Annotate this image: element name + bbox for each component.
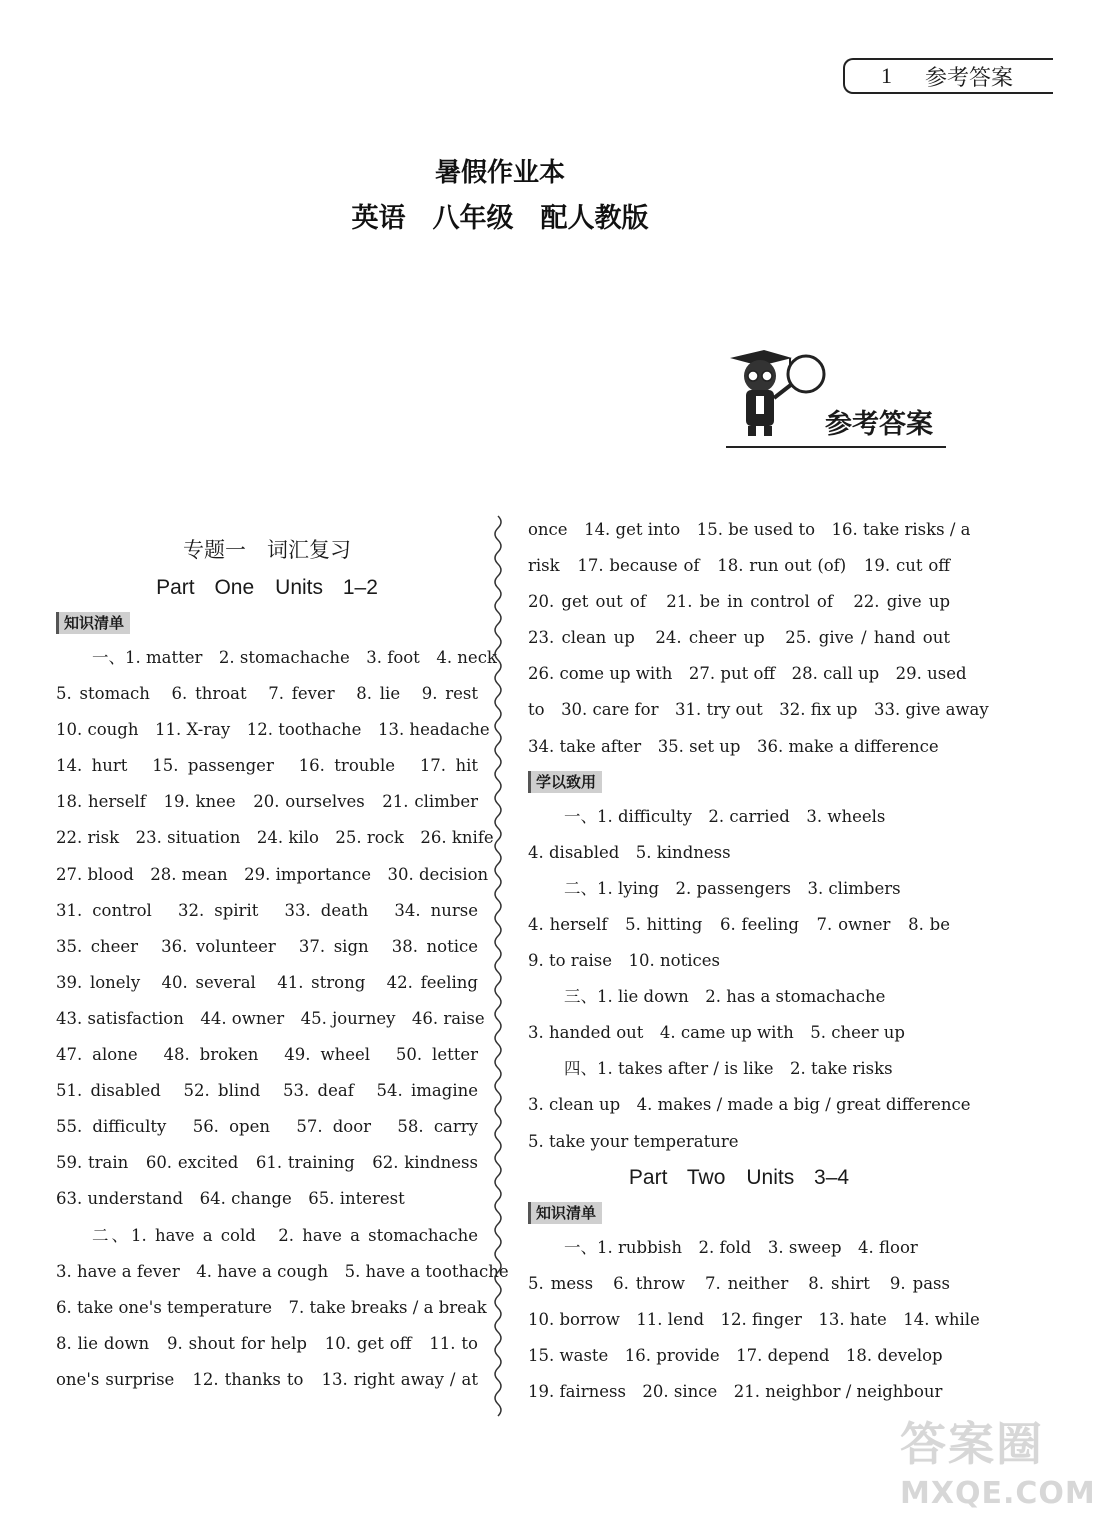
right-column <box>528 512 989 1410</box>
answer-line: 5. stomach 6. throat 7. fever 8. lie 9. rest <box>56 684 478 704</box>
answer-line: 一、1. matter 2. stomachache 3. foot 4. neck <box>92 648 497 667</box>
answer-line: 一、1. rubbish 2. fold 3. sweep 4. floor <box>564 1237 918 1257</box>
book-title: 暑假作业本 <box>434 158 565 188</box>
book-subtitle: 英语 八年级 配人教版 <box>351 203 649 234</box>
answer-line: 59. train 60. excited 61. training 62. kindness <box>56 1153 478 1173</box>
answer-line: 27. blood 28. mean 29. importance 30. decision <box>56 864 489 884</box>
answer-line: 22. risk 23. situation 24. kilo 25. rock 26. knife <box>56 828 494 848</box>
site-watermark <box>900 1414 1096 1530</box>
answer-line: 31. control 32. spirit 33. death 34. nurse <box>56 900 478 920</box>
answer-line: 47. alone 48. broken 49. wheel 50. letter <box>56 1045 478 1065</box>
answer-line: 3. clean up 4. makes / made a big / great difference <box>528 1095 971 1115</box>
answer-line: 5. take your temperature <box>528 1131 739 1151</box>
right-answer-lines-3 <box>528 1230 980 1410</box>
answer-line: to 30. care for 31. try out 32. fix up 33. give away <box>528 700 989 720</box>
answer-line: 23. clean up 24. cheer up 25. give / hand out <box>528 628 950 648</box>
part-one-title: Part One Units 1–2 <box>156 576 378 599</box>
watermark-domain: MXQE.COM <box>900 1476 1096 1511</box>
answer-line: 51. disabled 52. blind 53. deaf 54. imagine <box>56 1081 478 1101</box>
answer-line: 二、1. lying 2. passengers 3. climbers <box>564 878 901 898</box>
answer-line: 39. lonely 40. several 41. strong 42. feeling <box>56 972 478 992</box>
answers-banner: 参考答案 <box>825 409 933 440</box>
answer-line: 一、1. difficulty 2. carried 3. wheels <box>564 806 886 826</box>
answer-line: 3. handed out 4. came up with 5. cheer up <box>528 1023 905 1043</box>
answer-line: 二、1. have a cold 2. have a stomachache <box>92 1225 478 1245</box>
answer-line: 15. waste 16. provide 17. depend 18. develop <box>528 1345 943 1365</box>
answer-line: 3. have a fever 4. have a cough 5. have a toothache <box>56 1261 509 1281</box>
answer-line: 14. hurt 15. passenger 16. trouble 17. hit <box>56 756 478 776</box>
answer-line: 35. cheer 36. volunteer 37. sign 38. notice <box>56 936 478 956</box>
answer-line: 9. to raise 10. notices <box>528 951 720 971</box>
knowledge-list-tag-2: 知识清单 <box>528 1202 602 1224</box>
answer-line: 4. disabled 5. kindness <box>528 842 731 862</box>
answer-line: 5. mess 6. throw 7. neither 8. shirt 9. pass <box>528 1273 950 1293</box>
page-header-tab <box>843 58 1053 94</box>
header-section-label: 参考答案 <box>925 65 1014 91</box>
answer-line: 55. difficulty 56. open 57. door 58. carry <box>56 1117 478 1137</box>
knowledge-list-tag: 知识清单 <box>56 612 130 634</box>
apply-learning-tag: 学以致用 <box>528 771 602 793</box>
right-answer-lines-1 <box>528 512 989 765</box>
answer-line: 10. borrow 11. lend 12. finger 13. hate 14. while <box>528 1309 980 1329</box>
answer-line: 19. fairness 20. since 21. neighbor / neighbour <box>528 1381 943 1401</box>
column-divider <box>491 516 505 1416</box>
answer-line: 8. lie down 9. shout for help 10. get off 11. to <box>56 1333 478 1353</box>
answer-line: once 14. get into 15. be used to 16. take risks / a <box>528 520 971 539</box>
answer-line: 三、1. lie down 2. has a stomachache <box>564 987 886 1007</box>
part-two-title: Part Two Units 3–4 <box>628 1165 850 1189</box>
answer-line: one's surprise 12. thanks to 13. right away / at <box>56 1369 478 1389</box>
answer-line: 43. satisfaction 44. owner 45. journey 46. raise <box>56 1008 485 1028</box>
left-column <box>56 530 509 1398</box>
right-answer-lines-2 <box>528 799 971 1160</box>
topic-title: 专题一 词汇复习 <box>183 538 351 562</box>
watermark-logo-text: 答案圈 <box>900 1417 1044 1471</box>
answer-line: 4. herself 5. hitting 6. feeling 7. owner 8. be <box>528 914 950 934</box>
answer-line: risk 17. because of 18. run out (of) 19. cut off <box>528 556 950 576</box>
answer-line: 18. herself 19. knee 20. ourselves 21. climber <box>56 792 478 812</box>
answer-line: 20. get out of 21. be in control of 22. give up <box>528 592 950 612</box>
left-answer-lines <box>56 640 509 1398</box>
answer-line: 26. come up with 27. put off 28. call up 29. used <box>528 664 967 684</box>
answer-line: 34. take after 35. set up 36. make a difference <box>528 736 939 756</box>
banner-underline <box>726 446 946 448</box>
answer-line: 63. understand 64. change 65. interest <box>56 1189 405 1209</box>
answer-line: 10. cough 11. X-ray 12. toothache 13. headache <box>56 720 490 740</box>
answer-line: 四、1. takes after / is like 2. take risks <box>564 1059 893 1079</box>
answer-line: 6. take one's temperature 7. take breaks / a break <box>56 1297 487 1317</box>
page-number: 1 <box>881 63 892 88</box>
